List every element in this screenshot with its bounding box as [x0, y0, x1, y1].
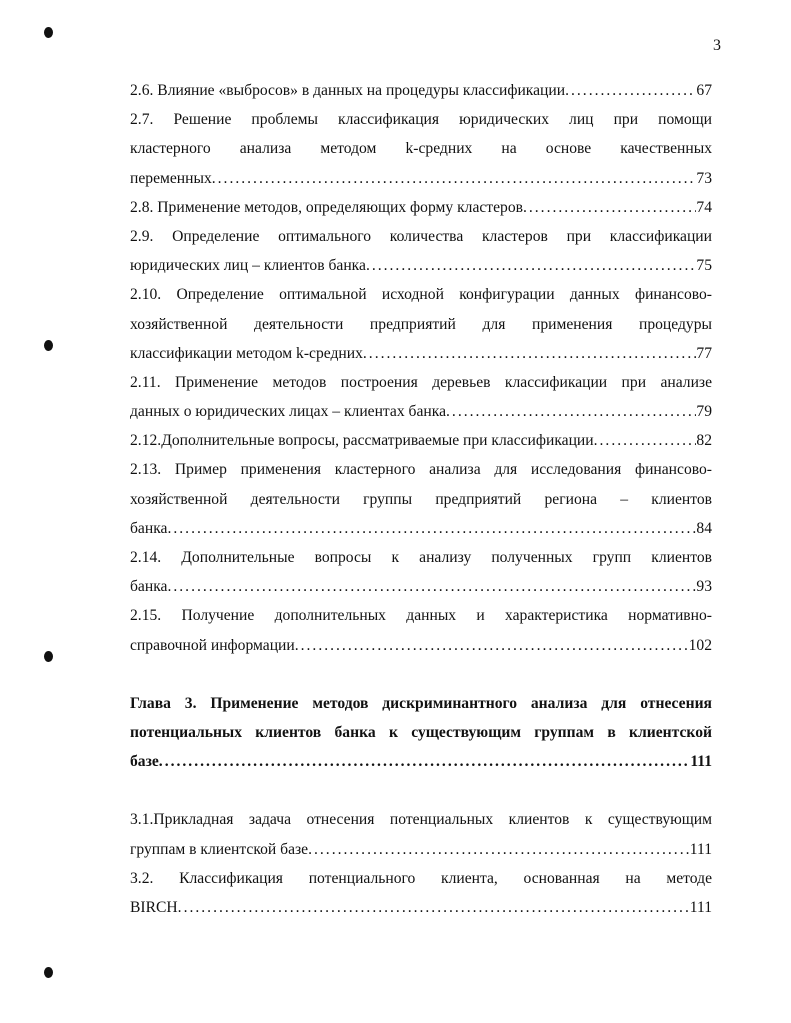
- dot-leader: [178, 893, 690, 922]
- toc-entry-text: 2.13. Пример применения кластерного анализа для исследования финансово-: [130, 461, 712, 479]
- scan-mark-upper-middle: [44, 340, 53, 351]
- toc-entry-text: кластерного анализа методом k-средних на основе качественных: [130, 140, 712, 158]
- toc-entry-2-8[interactable]: [130, 193, 712, 222]
- scan-mark-top: [44, 27, 53, 38]
- dot-leader: [363, 339, 697, 368]
- dot-leader: [565, 76, 696, 105]
- toc-entry-text: хозяйственной деятельности предприятий для применения процедуры: [130, 315, 712, 333]
- toc-page-number: 111: [689, 898, 712, 916]
- toc-entry-text: 2.12.Дополнительные вопросы, рассматриваемые при классификации: [130, 432, 594, 450]
- toc-page-number: 84: [696, 519, 712, 537]
- toc-entry-text: группам в клиентской базе: [130, 840, 309, 858]
- toc-page-number: 74: [696, 198, 712, 216]
- spacer: [130, 660, 712, 689]
- chapter-title-text: базе: [130, 753, 159, 771]
- toc-entry-text: данных о юридических лицах – клиентах банка: [130, 403, 447, 421]
- toc-entry-text: 2.7. Решение проблемы классификация юридических лиц при помощи: [130, 111, 712, 129]
- scan-mark-bottom: [44, 967, 53, 978]
- chapter-title-text: Глава 3. Применение методов дискриминантного анализа для отнесения: [130, 694, 712, 712]
- toc-chapter-3[interactable]: [130, 689, 712, 777]
- toc-page-number: 111: [690, 753, 712, 771]
- table-of-contents: [130, 76, 712, 922]
- toc-page-number: 75: [696, 257, 712, 275]
- toc-page-number: 67: [696, 82, 712, 99]
- toc-page-number: 93: [696, 578, 712, 596]
- toc-page-number: 102: [688, 636, 712, 654]
- dot-leader: [167, 572, 696, 601]
- toc-entry-text: классификации методом k-средних: [130, 344, 363, 362]
- dot-leader: [366, 251, 696, 280]
- scan-mark-lower-middle: [44, 651, 53, 662]
- dot-leader: [167, 514, 696, 543]
- dot-leader: [308, 835, 690, 864]
- toc-entry-3-2[interactable]: [130, 864, 712, 922]
- dot-leader: [295, 631, 689, 660]
- toc-entry-text: 2.10. Определение оптимальной исходной конфигурации данных финансово-: [130, 286, 712, 304]
- dot-leader: [446, 397, 696, 426]
- toc-entry-text: юридических лиц – клиентов банка: [130, 257, 366, 275]
- toc-entry-2-11[interactable]: [130, 368, 712, 426]
- toc-page-number: 73: [696, 169, 712, 187]
- dot-leader: [523, 193, 696, 222]
- toc-entry-text: 2.14. Дополнительные вопросы к анализу полученных групп клиентов: [130, 549, 712, 566]
- toc-entry-2-9[interactable]: [130, 222, 712, 280]
- toc-entry-2-12[interactable]: [130, 426, 712, 455]
- toc-entry-text: 2.11. Применение методов построения деревьев классификации при анализе: [130, 373, 712, 391]
- toc-entry-text: 3.2. Классификация потенциального клиента, основанная на методе: [130, 869, 712, 887]
- toc-entry-text: банка: [130, 578, 168, 596]
- toc-entry-2-14[interactable]: [130, 543, 712, 601]
- spacer: [130, 776, 712, 805]
- chapter-title-text: потенциальных клиентов банка к существующим группам в клиентской: [130, 723, 712, 741]
- dot-leader: [159, 747, 691, 776]
- toc-entry-text: переменных: [130, 169, 212, 187]
- toc-entry-2-10[interactable]: [130, 280, 712, 368]
- toc-entry-text: 2.6. Влияние «выбросов» в данных на процедуры классификации: [130, 82, 566, 99]
- toc-entry-3-1[interactable]: [130, 805, 712, 863]
- toc-entry-text: банка: [130, 519, 168, 537]
- toc-page-number: 79: [696, 403, 712, 421]
- toc-entry-2-15[interactable]: [130, 601, 712, 659]
- toc-entry-2-7[interactable]: [130, 105, 712, 193]
- toc-page-number: 111: [689, 840, 712, 858]
- toc-entry-text: 2.8. Применение методов, определяющих форму кластеров: [130, 198, 523, 216]
- toc-entry-2-6[interactable]: [130, 76, 712, 105]
- page-number: 3: [713, 37, 721, 54]
- toc-entry-text: 2.9. Определение оптимального количества кластеров при классификации: [130, 227, 712, 245]
- toc-entry-text: 3.1.Прикладная задача отнесения потенциальных клиентов к существующим: [130, 811, 712, 829]
- toc-page-number: 77: [696, 344, 712, 362]
- dot-leader: [594, 426, 697, 455]
- toc-entry-text: 2.15. Получение дополнительных данных и характеристика нормативно-: [130, 607, 712, 625]
- dot-leader: [212, 164, 697, 193]
- toc-entry-text: справочной информации: [130, 636, 295, 654]
- toc-entry-text: хозяйственной деятельности группы предприятий региона – клиентов: [130, 490, 712, 508]
- toc-entry-text: BIRCH: [130, 898, 178, 916]
- toc-entry-2-13[interactable]: [130, 455, 712, 543]
- toc-page-number: 82: [696, 432, 712, 450]
